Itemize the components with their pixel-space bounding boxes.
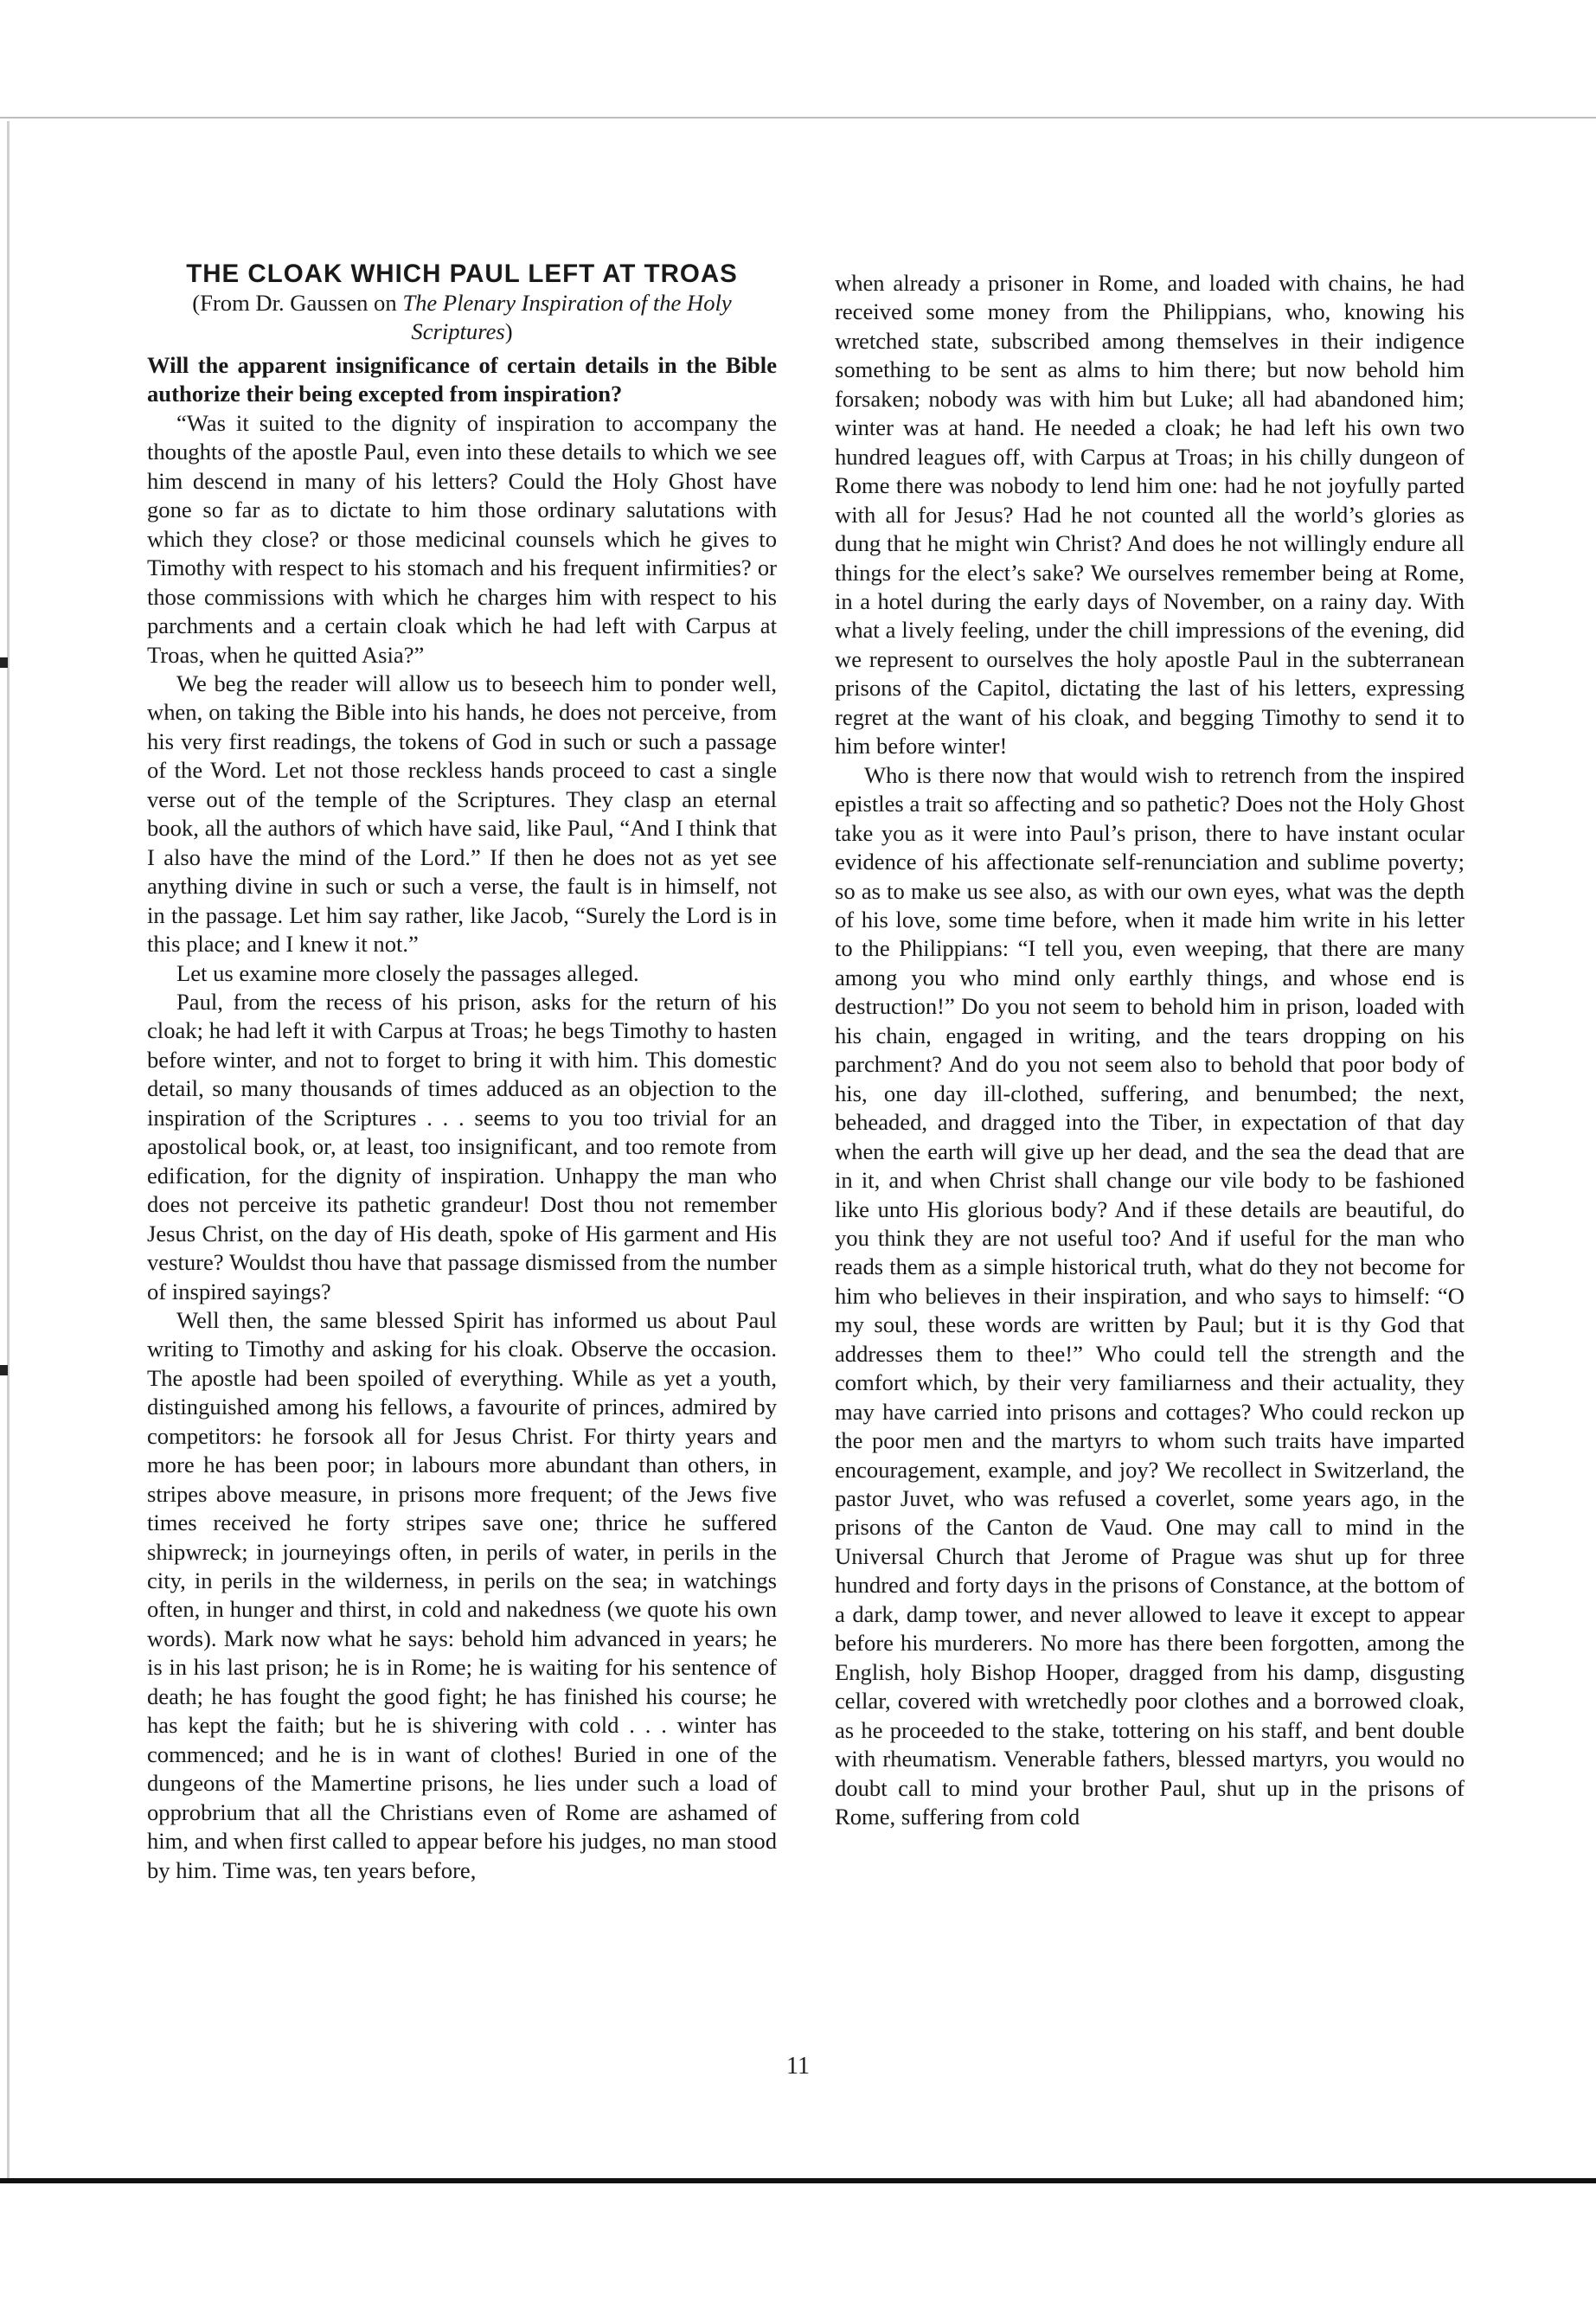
page-number: 11: [786, 2053, 810, 2080]
paragraph: Let us examine more closely the passages alleged.: [176, 959, 639, 986]
source-title: The Plenary Inspiration of the Holy Scriptures: [402, 290, 732, 344]
paragraph: Well then, the same blessed Spirit has informed us about Paul writing to Timothy and asking for his cloak. Observe the occasion. The apostle had been spoiled of everything. While as yet a youth, distinguished among his fellows, a favourite of princes, admired by competitors: he forsook all for Jesus Christ. For thirty years and more he has been poor; in labours more abundant than others, in stripes above measure, in prisons more frequent; of the Jews five times received he forty stripes save one; thrice he suffered shipwreck; in journeyings often, in perils of water, in perils in the city, in perils in the wilderness, in perils on the sea; in watchings often, in hunger and thirst, in cold and nakedness (we quote his own words). Mark now what he says: behold him advanced in years; he is in his last prison; he is in Rome; he is waiting for his sentence of death; he has fought the good fight; he has finished his course; he has kept the faith; but he is shivering with cold . . . winter has commenced; and he is in want of clothes! Buried in one of the dungeons of the Mamertine prisons, he lies under such a load of opprobrium that all the Christians even of Rome are ashamed of him, and when first called to appear before his judges, no man stood by him. Time was, ten years before,: [147, 1306, 777, 1883]
article-title: THE CLOAK WHICH PAUL LEFT AT TROAS: [186, 260, 738, 288]
paragraph: Paul, from the recess of his prison, asks for the return of his cloak; he had left it with Carpus at Troas; he begs Timothy to hasten before winter, and not to forget to bring it with him. This domestic detail, so many thousands of times adduced as an objection to the inspiration of the Scriptures . . . seems to you too trivial for an apostolical book, or, at least, too insignificant, and too remote from edification, for the dignity of inspiration. Unhappy the man who does not perceive its pathetic grandeur! Dost thou not remember Jesus Christ, on the day of His death, spoke of His garment and His vesture? Wouldst thou have that passage dismissed from the number of inspired sayings?: [147, 988, 777, 1304]
page-bottom-edge: [0, 2178, 1596, 2183]
paragraph: Who is there now that would wish to retrench from the inspired epistles a trait so affecting and so pathetic? Does not the Holy Ghost take you as it were into Paul’s prison, there to have instant ocular evidence of his affectionate self-renunciation and sublime poverty; so as to make us see also, as with our own eyes, what was the depth of his love, some time before, when it made him write in his letter to the Philippians: “I tell you, even weeping, that there are many among you who mind only earthly things, and whose end is destruction!” Do you not seem to behold him in prison, loaded with his chain, engaged in writing, and the tears dropping on his parchment? And do you not seem also to behold that poor body of his, one day ill-clothed, suffering, and benumbed; the next, beheaded, and dragged into the Tiber, in expectation of that day when the earth will give up her dead, and the sea the dead that are in it, and when Christ shall change our vile body to be fashioned like unto His glorious body? And if these details are beautiful, do you think they are not useful too? And if useful for the man who reads them as a simple historical truth, what do they not become for him who believes in their inspiration, and who says to himself: “O my soul, these words are written by Paul; but it is thy God that addresses them to thee!” Who could tell the strength and the comfort which, by their very familiarness and their actuality, they may have carried into prisons and cottages? Who could reckon up the poor men and the martyrs to whom such traits have imparted encouragement, example, and joy? We recollect in Switzerland, the pastor Juvet, who was refused a coverlet, some years ago, in the prisons of the Canton de Vaud. One may call to mind in the Universal Church that Jerome of Prague was shut up for three hundred and forty days in the prisons of Constance, at the bottom of a dark, damp tower, and never allowed to leave it except to appear before his murderers. No more has there been forgotten, among the English, holy Bishop Hooper, dragged from his damp, disgusting cellar, covered with wretchedly poor clothes and a borrowed cloak, as he proceeded to the stake, tottering on his staff, and bent double with rheumatism. Venerable fathers, blessed martyrs, you would no doubt call to mind your brother Paul, shut up in the prisons of Rome, suffering from cold: [835, 761, 1465, 1830]
lead-question: Will the apparent insignificance of certain details in the Bible authorize their being excepted from inspiration?: [147, 352, 777, 407]
left-column: [147, 260, 777, 1885]
binding-mark: [0, 1365, 8, 1375]
page-left-edge: [7, 121, 10, 2180]
binding-mark: [0, 657, 8, 668]
paragraph: We beg the reader will allow us to beseech him to ponder well, when, on taking the Bible into his hands, he does not perceive, from his very first readings, the tokens of God in such or such a passage of the Word. Let not those reckless hands proceed to cast a single verse out of the temple of the Scriptures. They clasp an eternal book, all the authors of which have said, like Paul, “And I think that I also have the mind of the Lord.” If then he does not as yet see anything divine in such or such a verse, the fault is in himself, not in the passage. Let him say rather, like Jacob, “Surely the Lord is in this place; and I knew it not.”: [147, 670, 777, 958]
source-suffix: ): [504, 318, 513, 344]
paragraph: “Was it suited to the dignity of inspiration to accompany the thoughts of the apostle Paul, even into these details to which we see him descend in many of his letters? Could the Holy Ghost have gone so far as to dictate to him those ordinary salutations with which they close? or those medicinal counsels which he gives to Timothy with respect to his stomach and his frequent infirmities? or those commissions with which he charges him with respect to his parchments and a certain cloak which he had left with Carpus at Troas, when he quitted Asia?”: [147, 409, 777, 668]
paragraph-continued: when already a prisoner in Rome, and loaded with chains, he had received some money from the Philippians, who, knowing his wretched state, subscribed among themselves in their indigence something to be sent as alms to him there; but now behold him forsaken; nobody was with him but Luke; all had abandoned him; winter was at hand. He needed a cloak; he had left his own two hundred leagues off, with Carpus at Troas; in his chilly dungeon of Rome there was nobody to lend him one: had he not joyfully parted with all for Jesus? Had he not counted all the world’s glories as dung that he might win Christ? And does he not willingly endure all things for the elect’s sake? We ourselves remember being at Rome, in a hotel during the early days of November, on a rainy day. With what a lively feeling, under the chill impressions of the evening, did we represent to ourselves the holy apostle Paul in the subterranean prisons of the Capitol, dictating the last of his letters, expressing regret at the want of his cloak, and begging Timothy to send it to him before winter!: [835, 270, 1465, 760]
source-prefix: (From Dr. Gaussen on: [192, 290, 403, 316]
page-top-edge: [0, 117, 1596, 119]
right-column: [835, 269, 1465, 1831]
source-line: [147, 289, 777, 346]
